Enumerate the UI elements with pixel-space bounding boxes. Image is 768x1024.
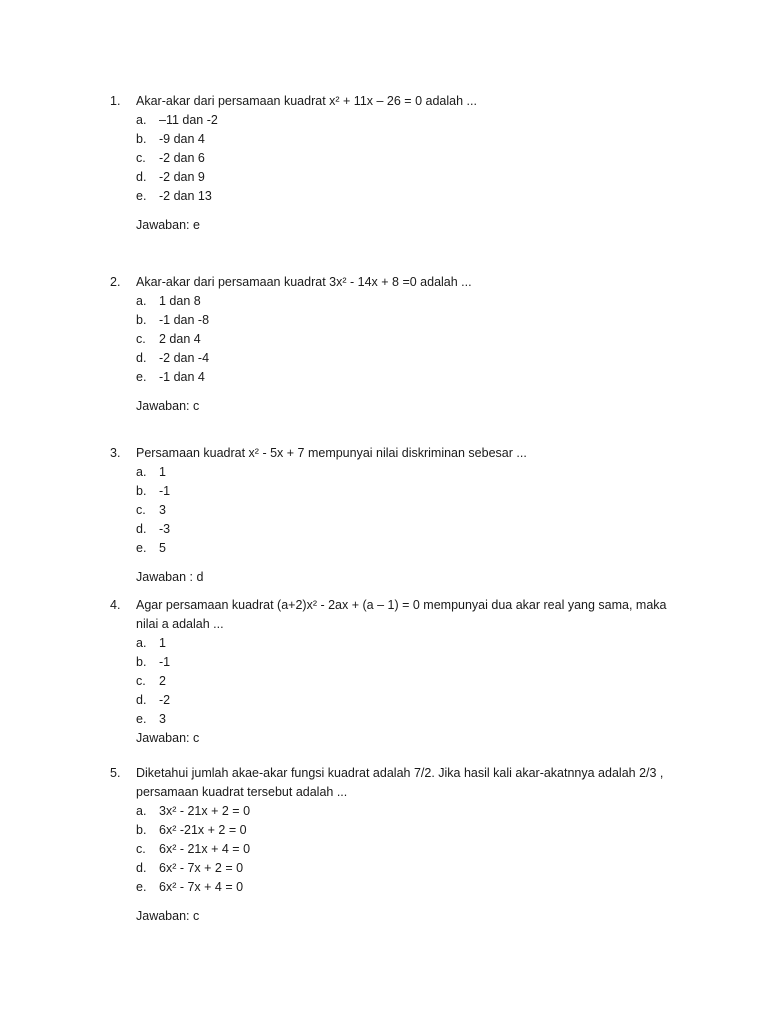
option-text: 1	[159, 465, 166, 479]
option-text: 6x² -21x + 2 = 0	[159, 823, 247, 837]
option-a	[136, 111, 670, 130]
question-line	[110, 596, 670, 634]
option-label: a.	[136, 465, 147, 479]
option-label: d.	[136, 861, 147, 875]
option-list	[136, 463, 670, 558]
option-text: 3	[159, 503, 166, 517]
option-d	[136, 691, 670, 710]
option-label: d.	[136, 693, 147, 707]
question-4	[110, 596, 670, 748]
option-label: b.	[136, 313, 147, 327]
option-a	[136, 292, 670, 311]
option-e	[136, 878, 670, 897]
question-number: 4.	[110, 598, 121, 612]
question-text: Persamaan kuadrat x² - 5x + 7 mempunyai nilai diskriminan sebesar ...	[136, 446, 527, 460]
option-label: e.	[136, 712, 147, 726]
question-3	[110, 444, 670, 587]
question-number: 5.	[110, 766, 121, 780]
option-b	[136, 130, 670, 149]
option-b	[136, 482, 670, 501]
option-text: -9 dan 4	[159, 132, 205, 146]
option-a	[136, 463, 670, 482]
option-text: 1	[159, 636, 166, 650]
answer-text: Jawaban: c	[136, 731, 200, 745]
option-text: -2 dan 6	[159, 151, 205, 165]
option-text: 6x² - 21x + 4 = 0	[159, 842, 251, 856]
option-text: 2	[159, 674, 166, 688]
option-text: -2 dan 13	[159, 189, 212, 203]
option-label: e.	[136, 880, 147, 894]
option-a	[136, 634, 670, 653]
option-list	[136, 292, 670, 387]
option-label: d.	[136, 351, 147, 365]
question-line	[110, 92, 670, 111]
option-d	[136, 349, 670, 368]
option-a	[136, 802, 670, 821]
answer-text: Jawaban : d	[136, 570, 204, 584]
option-text: 6x² - 7x + 4 = 0	[159, 880, 244, 894]
option-text: -1 dan 4	[159, 370, 205, 384]
question-line	[110, 444, 670, 463]
option-b	[136, 311, 670, 330]
option-label: a.	[136, 294, 147, 308]
option-label: e.	[136, 370, 147, 384]
option-label: c.	[136, 332, 146, 346]
option-d	[136, 520, 670, 539]
option-label: e.	[136, 541, 147, 555]
option-text: -1	[159, 655, 171, 669]
option-label: a.	[136, 804, 147, 818]
question-number: 3.	[110, 446, 121, 460]
question-1	[110, 92, 670, 235]
option-label: a.	[136, 636, 147, 650]
option-list	[136, 802, 670, 897]
option-c	[136, 149, 670, 168]
option-text: 5	[159, 541, 166, 555]
question-text: Akar-akar dari persamaan kuadrat 3x² - 14x + 8 =0 adalah ...	[136, 275, 472, 289]
question-line	[110, 764, 670, 802]
question-text: Agar persamaan kuadrat (a+2)x² - 2ax + (a – 1) = 0 mempunyai dua akar real yang sama, maka nilai a adalah ...	[136, 598, 667, 631]
option-label: d.	[136, 522, 147, 536]
option-label: b.	[136, 823, 147, 837]
answer-text: Jawaban: c	[136, 399, 200, 413]
option-d	[136, 859, 670, 878]
option-label: c.	[136, 503, 146, 517]
option-e	[136, 710, 670, 729]
question-number: 1.	[110, 94, 121, 108]
question-text: Diketahui jumlah akae-akar fungsi kuadrat adalah 7/2. Jika hasil kali akar-akatnnya adalah 2/3 , persamaan kuadrat tersebut adalah ...	[136, 766, 664, 799]
option-e	[136, 539, 670, 558]
option-label: c.	[136, 674, 146, 688]
option-label: b.	[136, 132, 147, 146]
option-text: –11 dan -2	[159, 113, 218, 127]
option-label: b.	[136, 484, 147, 498]
option-e	[136, 187, 670, 206]
option-text: -1 dan -8	[159, 313, 210, 327]
option-c	[136, 840, 670, 859]
option-list	[136, 111, 670, 206]
option-text: 1 dan 8	[159, 294, 201, 308]
option-c	[136, 330, 670, 349]
question-line	[110, 273, 670, 292]
option-b	[136, 821, 670, 840]
question-2	[110, 273, 670, 416]
option-list	[136, 634, 670, 729]
answer-text: Jawaban: c	[136, 909, 200, 923]
option-label: b.	[136, 655, 147, 669]
option-text: -2 dan -4	[159, 351, 210, 365]
option-label: e.	[136, 189, 147, 203]
option-text: -1	[159, 484, 171, 498]
question-text: Akar-akar dari persamaan kuadrat x² + 11x – 26 = 0 adalah ...	[136, 94, 477, 108]
option-text: -2 dan 9	[159, 170, 205, 184]
option-b	[136, 653, 670, 672]
option-d	[136, 168, 670, 187]
answer-text: Jawaban: e	[136, 218, 200, 232]
question-5	[110, 764, 670, 926]
option-c	[136, 672, 670, 691]
option-text: 6x² - 7x + 2 = 0	[159, 861, 244, 875]
option-label: c.	[136, 842, 146, 856]
option-text: 3	[159, 712, 166, 726]
option-e	[136, 368, 670, 387]
option-text: -3	[159, 522, 171, 536]
option-text: 3x² - 21x + 2 = 0	[159, 804, 251, 818]
option-label: a.	[136, 113, 147, 127]
option-text: 2 dan 4	[159, 332, 201, 346]
option-label: c.	[136, 151, 146, 165]
option-text: -2	[159, 693, 171, 707]
option-c	[136, 501, 670, 520]
question-number: 2.	[110, 275, 121, 289]
option-label: d.	[136, 170, 147, 184]
